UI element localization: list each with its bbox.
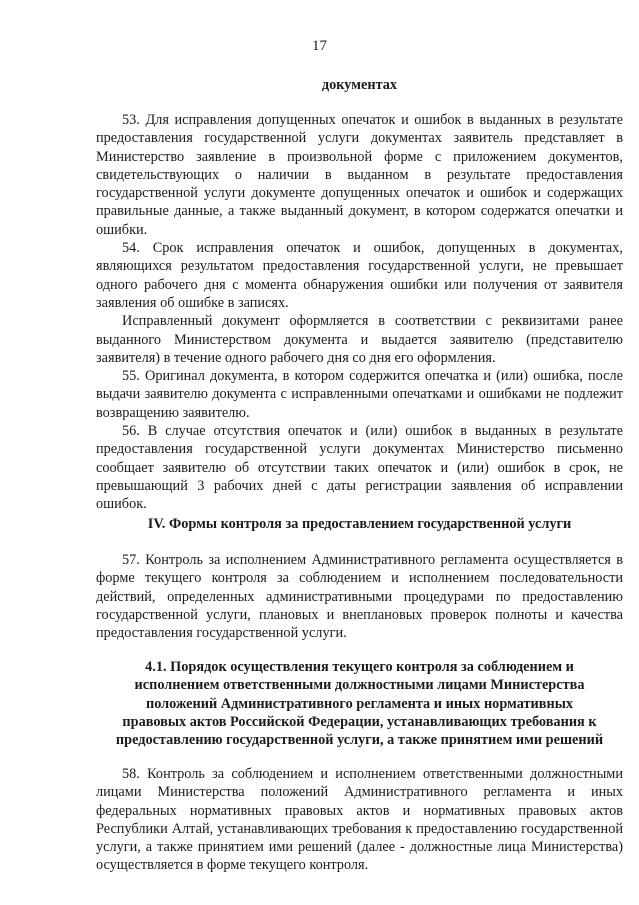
paragraph-58: 58. Контроль за соблюдением и исполнением ответственными должностными лицами Министерства положений Административного регламента и иных федеральных нормативных правовых актов и нормативных правовых актов Республики Алтай, устанавливающих требования к предоставлению государственной услуги, а также принятием ими решений (далее - должностные лица Министерства) осуществляется в форме текущего контроля. bbox=[96, 766, 623, 874]
section-4-1-heading-line-5: предоставлению государственной услуги, а также принятием ими решений bbox=[115, 732, 604, 749]
top-heading-text: документах bbox=[321, 77, 398, 93]
section-4-heading bbox=[96, 515, 623, 533]
top-heading bbox=[96, 76, 623, 94]
paragraph-corrected-document: Исправленный документ оформляется в соответствии с реквизитами ранее выданного Министерством документа и выдается заявителю (представителю заявителя) в течение одного рабочего дня со дня его оформления. bbox=[96, 313, 623, 366]
paragraph-53: 53. Для исправления допущенных опечаток и ошибок в выданных в результате предоставления государственной услуги документах заявитель представляет в Министерство заявление в произвольной форме с приложением документов, свидетельствующих о наличии в выданном в результате предоставления государственной услуги документе допущенных опечаток и ошибок и содержащих правильные данные, а также выданный документ, в котором содержатся опечатки и ошибки. bbox=[96, 112, 623, 238]
section-4-1-heading bbox=[96, 658, 623, 749]
paragraph-56: 56. В случае отсутствия опечаток и (или) ошибок в выданных в результате предоставления государственной услуги документах Министерство письменно сообщает заявителю об отсутствии таких опечаток и (или) ошибок в срок, не превышающий 3 рабочих дней с даты регистрации заявления об исправлении ошибок. bbox=[96, 423, 623, 513]
section-4-1-heading-line-3: положений Административного регламента и иных нормативных bbox=[145, 695, 574, 712]
section-4-1-heading-line-1: 4.1. Порядок осуществления текущего контроля за соблюдением и bbox=[145, 659, 574, 675]
section-4-1-body bbox=[96, 765, 623, 875]
paragraph-54: 54. Срок исправления опечаток и ошибок, допущенных в документах, являющихся результатом предоставления государственной услуги, не превышает одного рабочего дня с момента обнаружения ошибки или получения от заявителя заявления об ошибке в записях. bbox=[96, 240, 623, 311]
section-4-1-heading-line-4: правовых актов Российской Федерации, устанавливающих требования к bbox=[122, 713, 597, 730]
section-4-1-heading-line-2: исполнением ответственными должностными лицами Министерства bbox=[134, 677, 585, 694]
paragraph-57: 57. Контроль за исполнением Административного регламента осуществляется в форме текущего контроля за соблюдением и исполнением последовательности действий, определенных административными процедурами по предоставлению государственной услуги, плановых и внеплановых проверок полноты и качества предоставления государственной услуги. bbox=[96, 552, 623, 642]
section-3-body bbox=[96, 111, 623, 514]
paragraph-55: 55. Оригинал документа, в котором содержится опечатка и (или) ошибка, после выдачи заявителю документа с исправленными опечатками и ошибками не подлежит возвращению заявителю. bbox=[96, 368, 623, 421]
page-number: 17 bbox=[312, 38, 327, 54]
section-4-body bbox=[96, 551, 623, 642]
section-4-heading-text: IV. Формы контроля за предоставлением государственной услуги bbox=[147, 516, 572, 532]
